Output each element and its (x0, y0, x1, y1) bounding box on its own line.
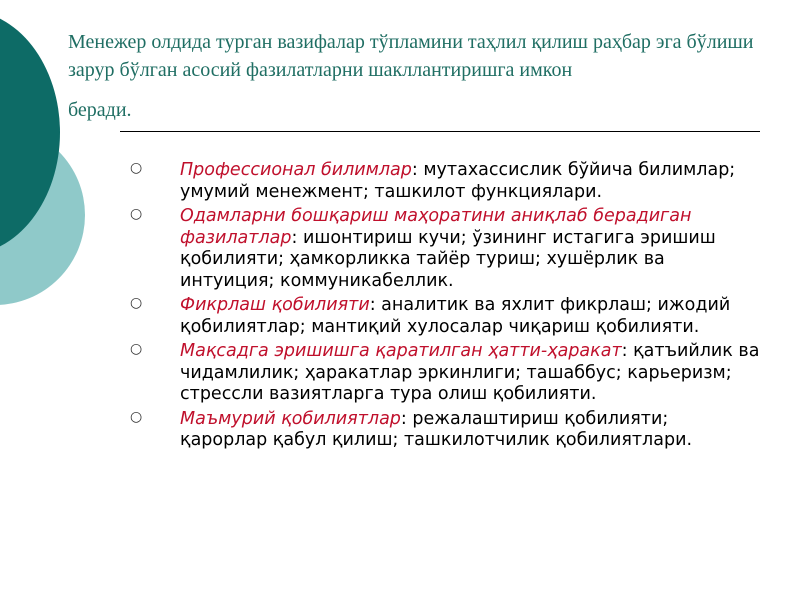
item-text: : аналитик ва яхлит фикрлаш; ижодий қобилиятлар; мантиқий хулосалар чиқариш қобилияти. (180, 295, 731, 337)
list-item (130, 295, 760, 338)
list-item (130, 409, 760, 452)
list-item (130, 160, 760, 203)
item-text: : мутахассислик бўйича билимлар; умумий менежмент; ташкилот функциялари. (180, 160, 736, 202)
item-lead: Маъмурий қобилиятлар (180, 408, 401, 429)
title-divider (120, 131, 760, 132)
item-lead: Фикрлаш қобилияти (180, 295, 370, 315)
bullet-circle-icon: ○ (130, 341, 143, 357)
item-text: : қатъийлик ва чидамлилик; ҳаракатлар эркинлиги; ташаббус; карьеризм; стрессли вазиятларга тура олиш қобилияти. (180, 341, 760, 404)
item-text: : режалаштириш қобилияти; қарорлар қабул қилиш; ташкилотчилик қобилиятлари. (180, 408, 693, 450)
slide-title-line2: беради. (68, 99, 132, 121)
item-lead: Профессионал билимлар (180, 160, 412, 180)
slide-title-line1: Менежер олдида турган вазифалар тўпламини таҳлил қилиш раҳбар эга бўлиши зарур бўлган асосий фазилатларни шакллантиришга имкон (68, 31, 754, 81)
list-item (130, 206, 760, 292)
list-item (130, 341, 760, 406)
bullet-circle-icon: ○ (130, 160, 143, 176)
bullet-circle-icon: ○ (130, 206, 143, 222)
item-lead: Одамларни бошқариш маҳоратини аниқлаб берадиган фазилатлар (180, 206, 692, 248)
item-lead: Мақсадга эришишга қаратилган ҳатти-ҳаракат (180, 341, 622, 361)
item-text: : ишонтириш кучи; ўзининг истагига эришиш қобилияти; ҳамкорликка тайёр туриш; хушёрлик ва интуиция; коммуникабеллик. (180, 227, 716, 291)
bullet-circle-icon: ○ (130, 295, 143, 311)
slide-title (68, 28, 768, 124)
bullet-list (130, 160, 760, 455)
bullet-circle-icon: ○ (130, 408, 143, 425)
